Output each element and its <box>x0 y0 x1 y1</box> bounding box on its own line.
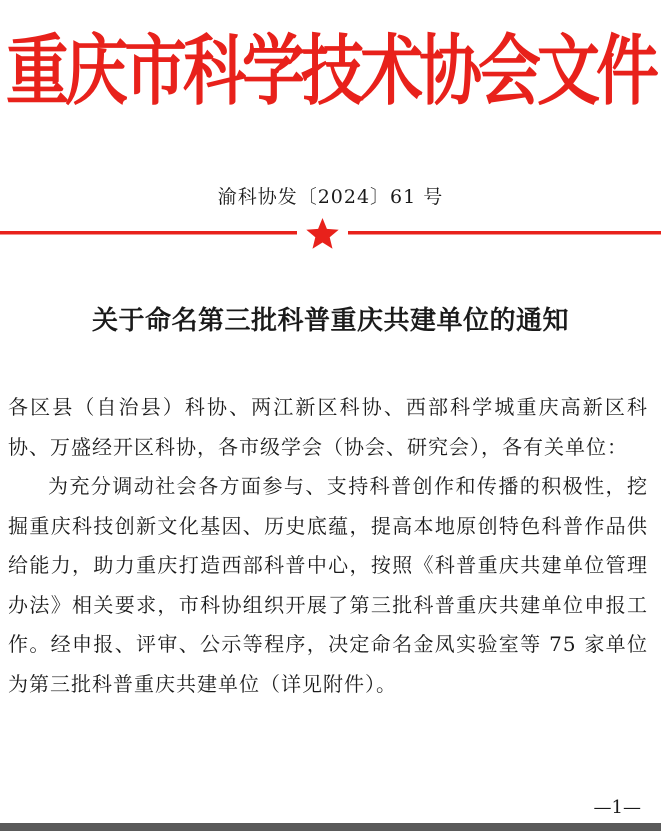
masthead-title: 重庆市科学技术协会文件 <box>6 26 655 116</box>
body-paragraph: 为充分调动社会各方面参与、支持科普创作和传播的积极性，挖掘重庆科技创新文化基因、历史底蕴，提高本地原创特色科普作品供给能力，助力重庆打造西部科普中心，按照《科普重庆共建单位管理办法》相关要求，市科协组织开展了第三批科普重庆共建单位申报工作。经申报、评审、公示等程序，决定命名金凤实验室等 75 家单位为第三批科普重庆共建单位（详见附件）。 <box>8 474 648 696</box>
document-title: 关于命名第三批科普重庆共建单位的通知 <box>91 306 569 336</box>
bottom-edge-bar <box>0 823 661 831</box>
star-icon <box>306 218 338 249</box>
salutation: 各区县（自治县）科协、两江新区科协、西部科学城重庆高新区科协、万盛经开区科协，各市级学会（协会、研究会），各有关单位： <box>8 395 648 459</box>
red-divider <box>0 217 661 251</box>
page-number: —1— <box>593 797 641 818</box>
document-body <box>8 388 648 704</box>
document-number: 渝科协发〔2024〕61 号 <box>217 186 444 208</box>
